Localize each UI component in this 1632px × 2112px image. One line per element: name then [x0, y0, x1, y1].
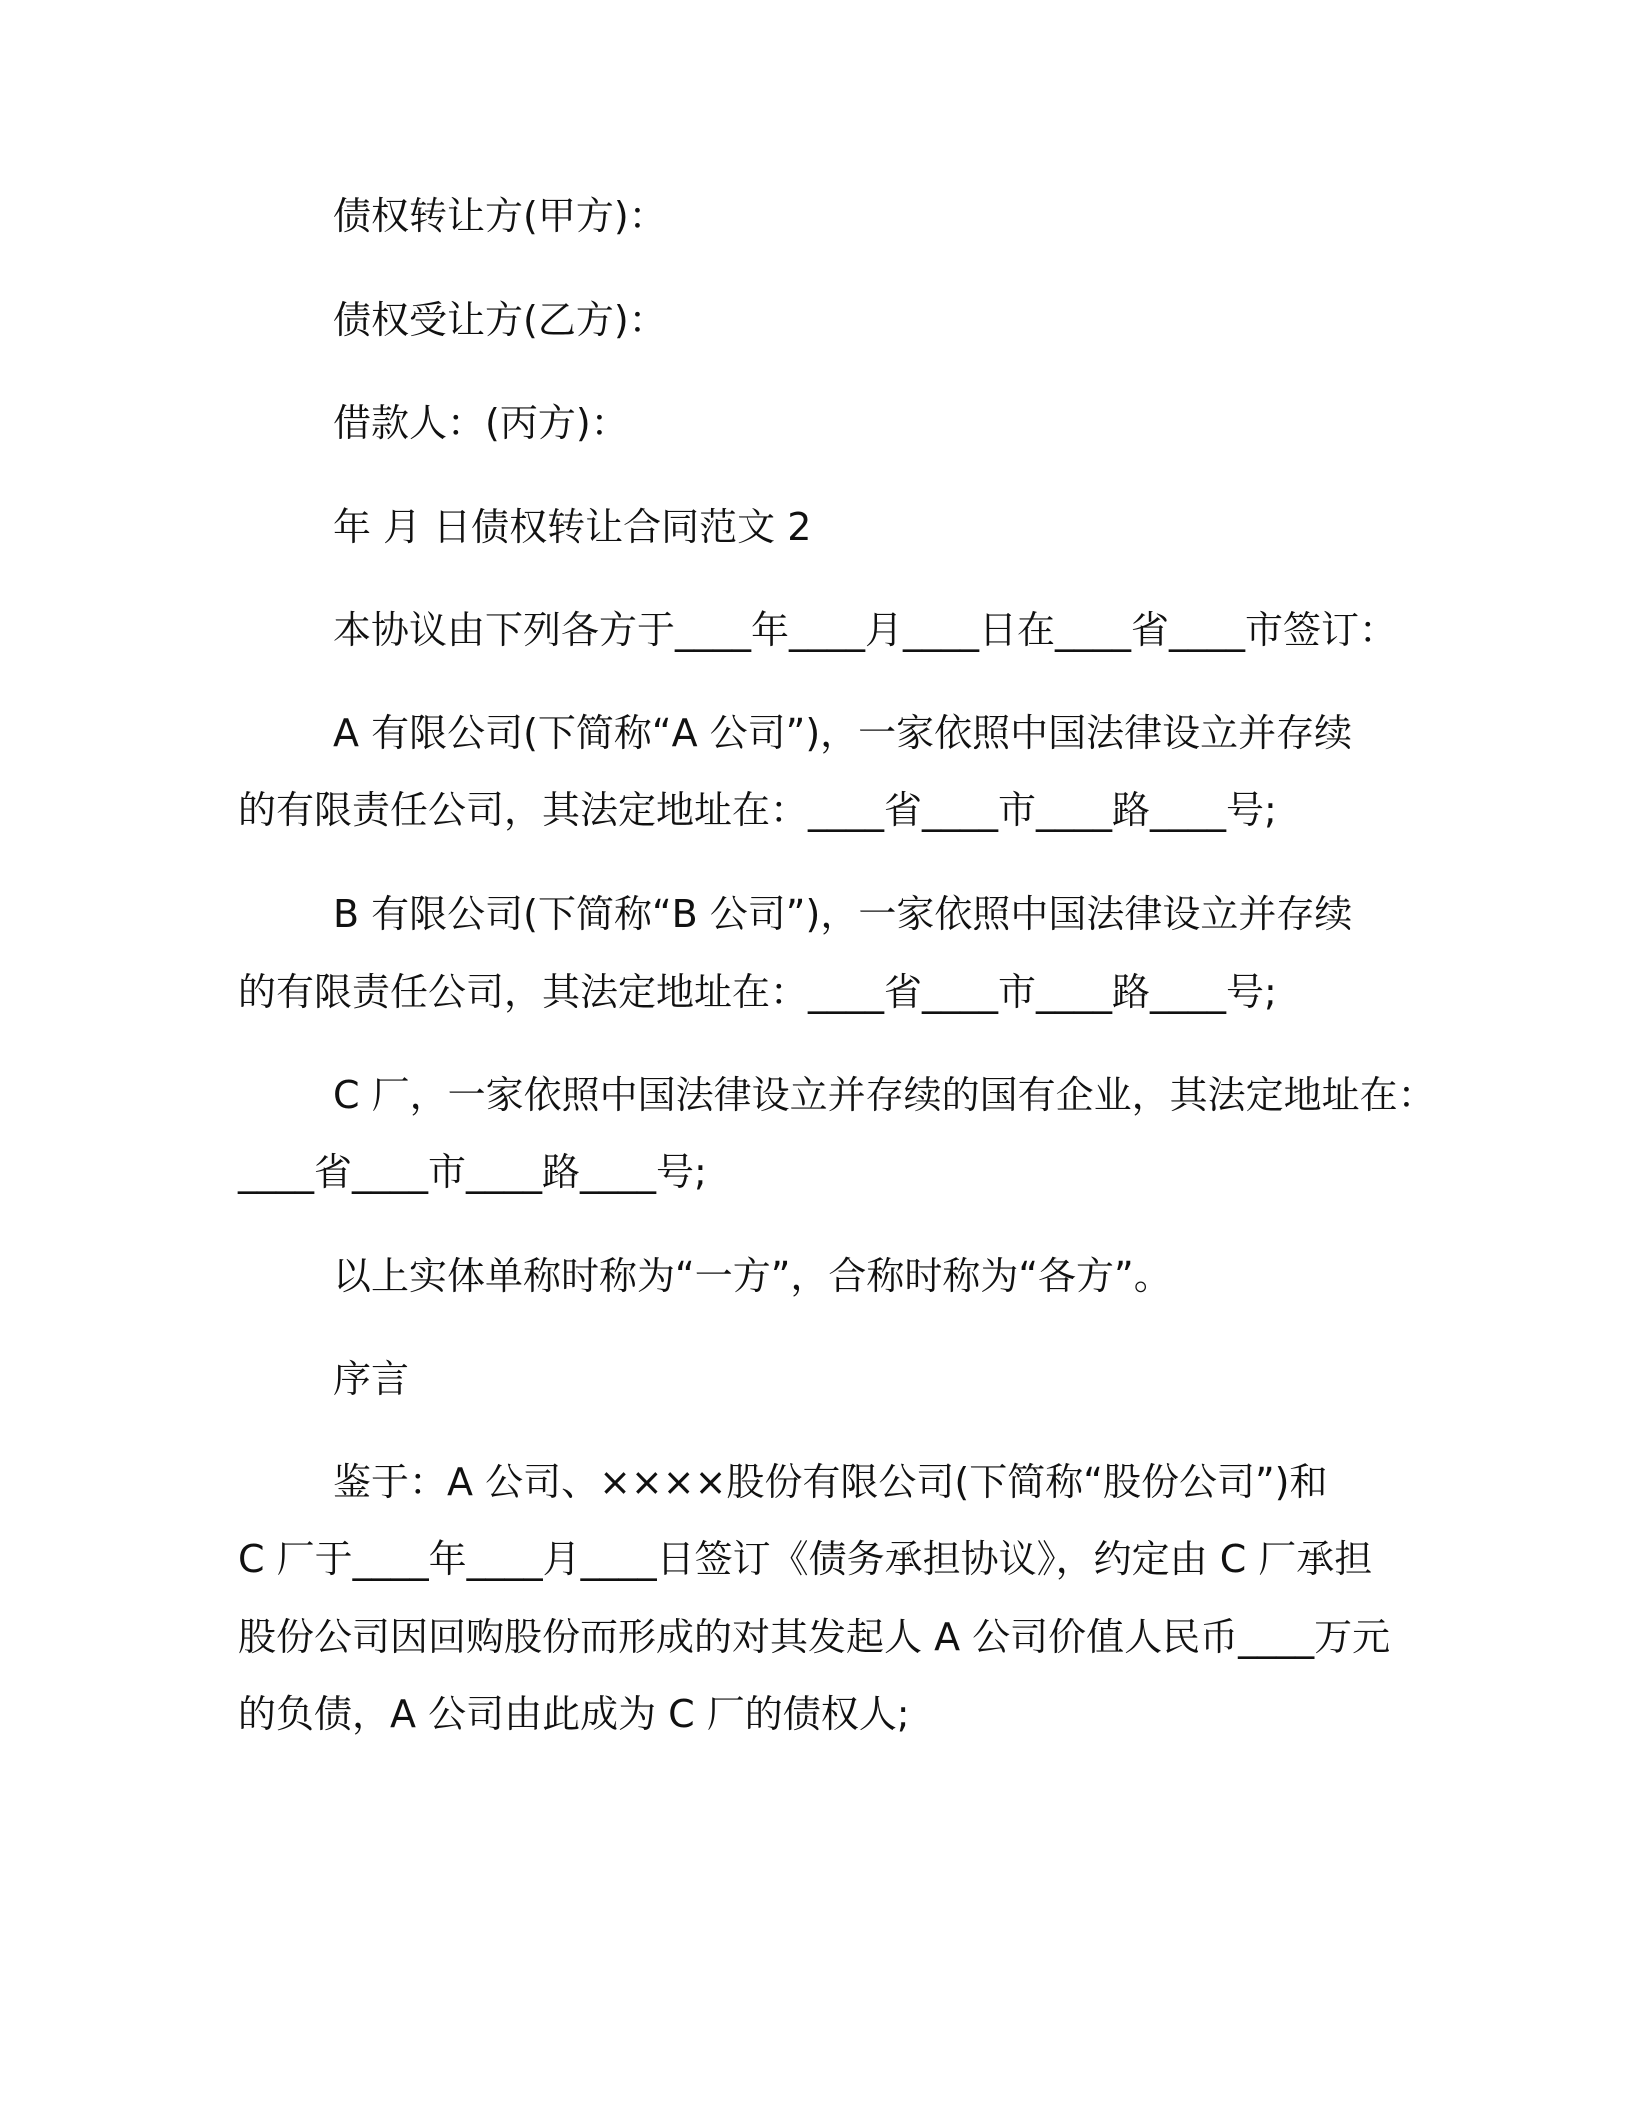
party-b-line-2: 的有限责任公司，其法定地址在：____省____市____路____号; [238, 970, 1277, 1014]
party-b-line-1: B 有限公司(下简称“B 公司”)，一家依照中国法律设立并存续 [333, 892, 1353, 936]
whereas-line-3: 股份公司因回购股份而形成的对其发起人 A 公司价值人民币____万元 [238, 1615, 1391, 1659]
transferor-line: 债权转让方(甲方)： [333, 194, 667, 238]
whereas-line-2: C 厂于____年____月____日签订《债务承担协议》，约定由 C 厂承担 [238, 1537, 1373, 1581]
borrower-line: 借款人：(丙方)： [333, 401, 629, 445]
definitions-line: 以上实体单称时称为“一方”，合称时称为“各方”。 [333, 1254, 1172, 1298]
party-c-line-1: C 厂，一家依照中国法律设立并存续的国有企业，其法定地址在： [333, 1073, 1436, 1117]
party-a-line-2: 的有限责任公司，其法定地址在：____省____市____路____号; [238, 788, 1277, 832]
party-c-line-2: ____省____市____路____号; [238, 1150, 707, 1194]
preamble-heading: 序言 [333, 1357, 410, 1401]
document-title: 年 月 日债权转让合同范文 2 [333, 505, 812, 549]
whereas-line-1: 鉴于：A 公司、××××股份有限公司(下简称“股份公司”)和 [333, 1460, 1328, 1504]
agreement-intro-line: 本协议由下列各方于____年____月____日在____省____市签订： [333, 608, 1398, 652]
transferee-line: 债权受让方(乙方)： [333, 298, 667, 342]
party-a-line-1: A 有限公司(下简称“A 公司”)，一家依照中国法律设立并存续 [333, 711, 1353, 755]
whereas-line-4: 的负债，A 公司由此成为 C 厂的债权人; [238, 1692, 910, 1736]
